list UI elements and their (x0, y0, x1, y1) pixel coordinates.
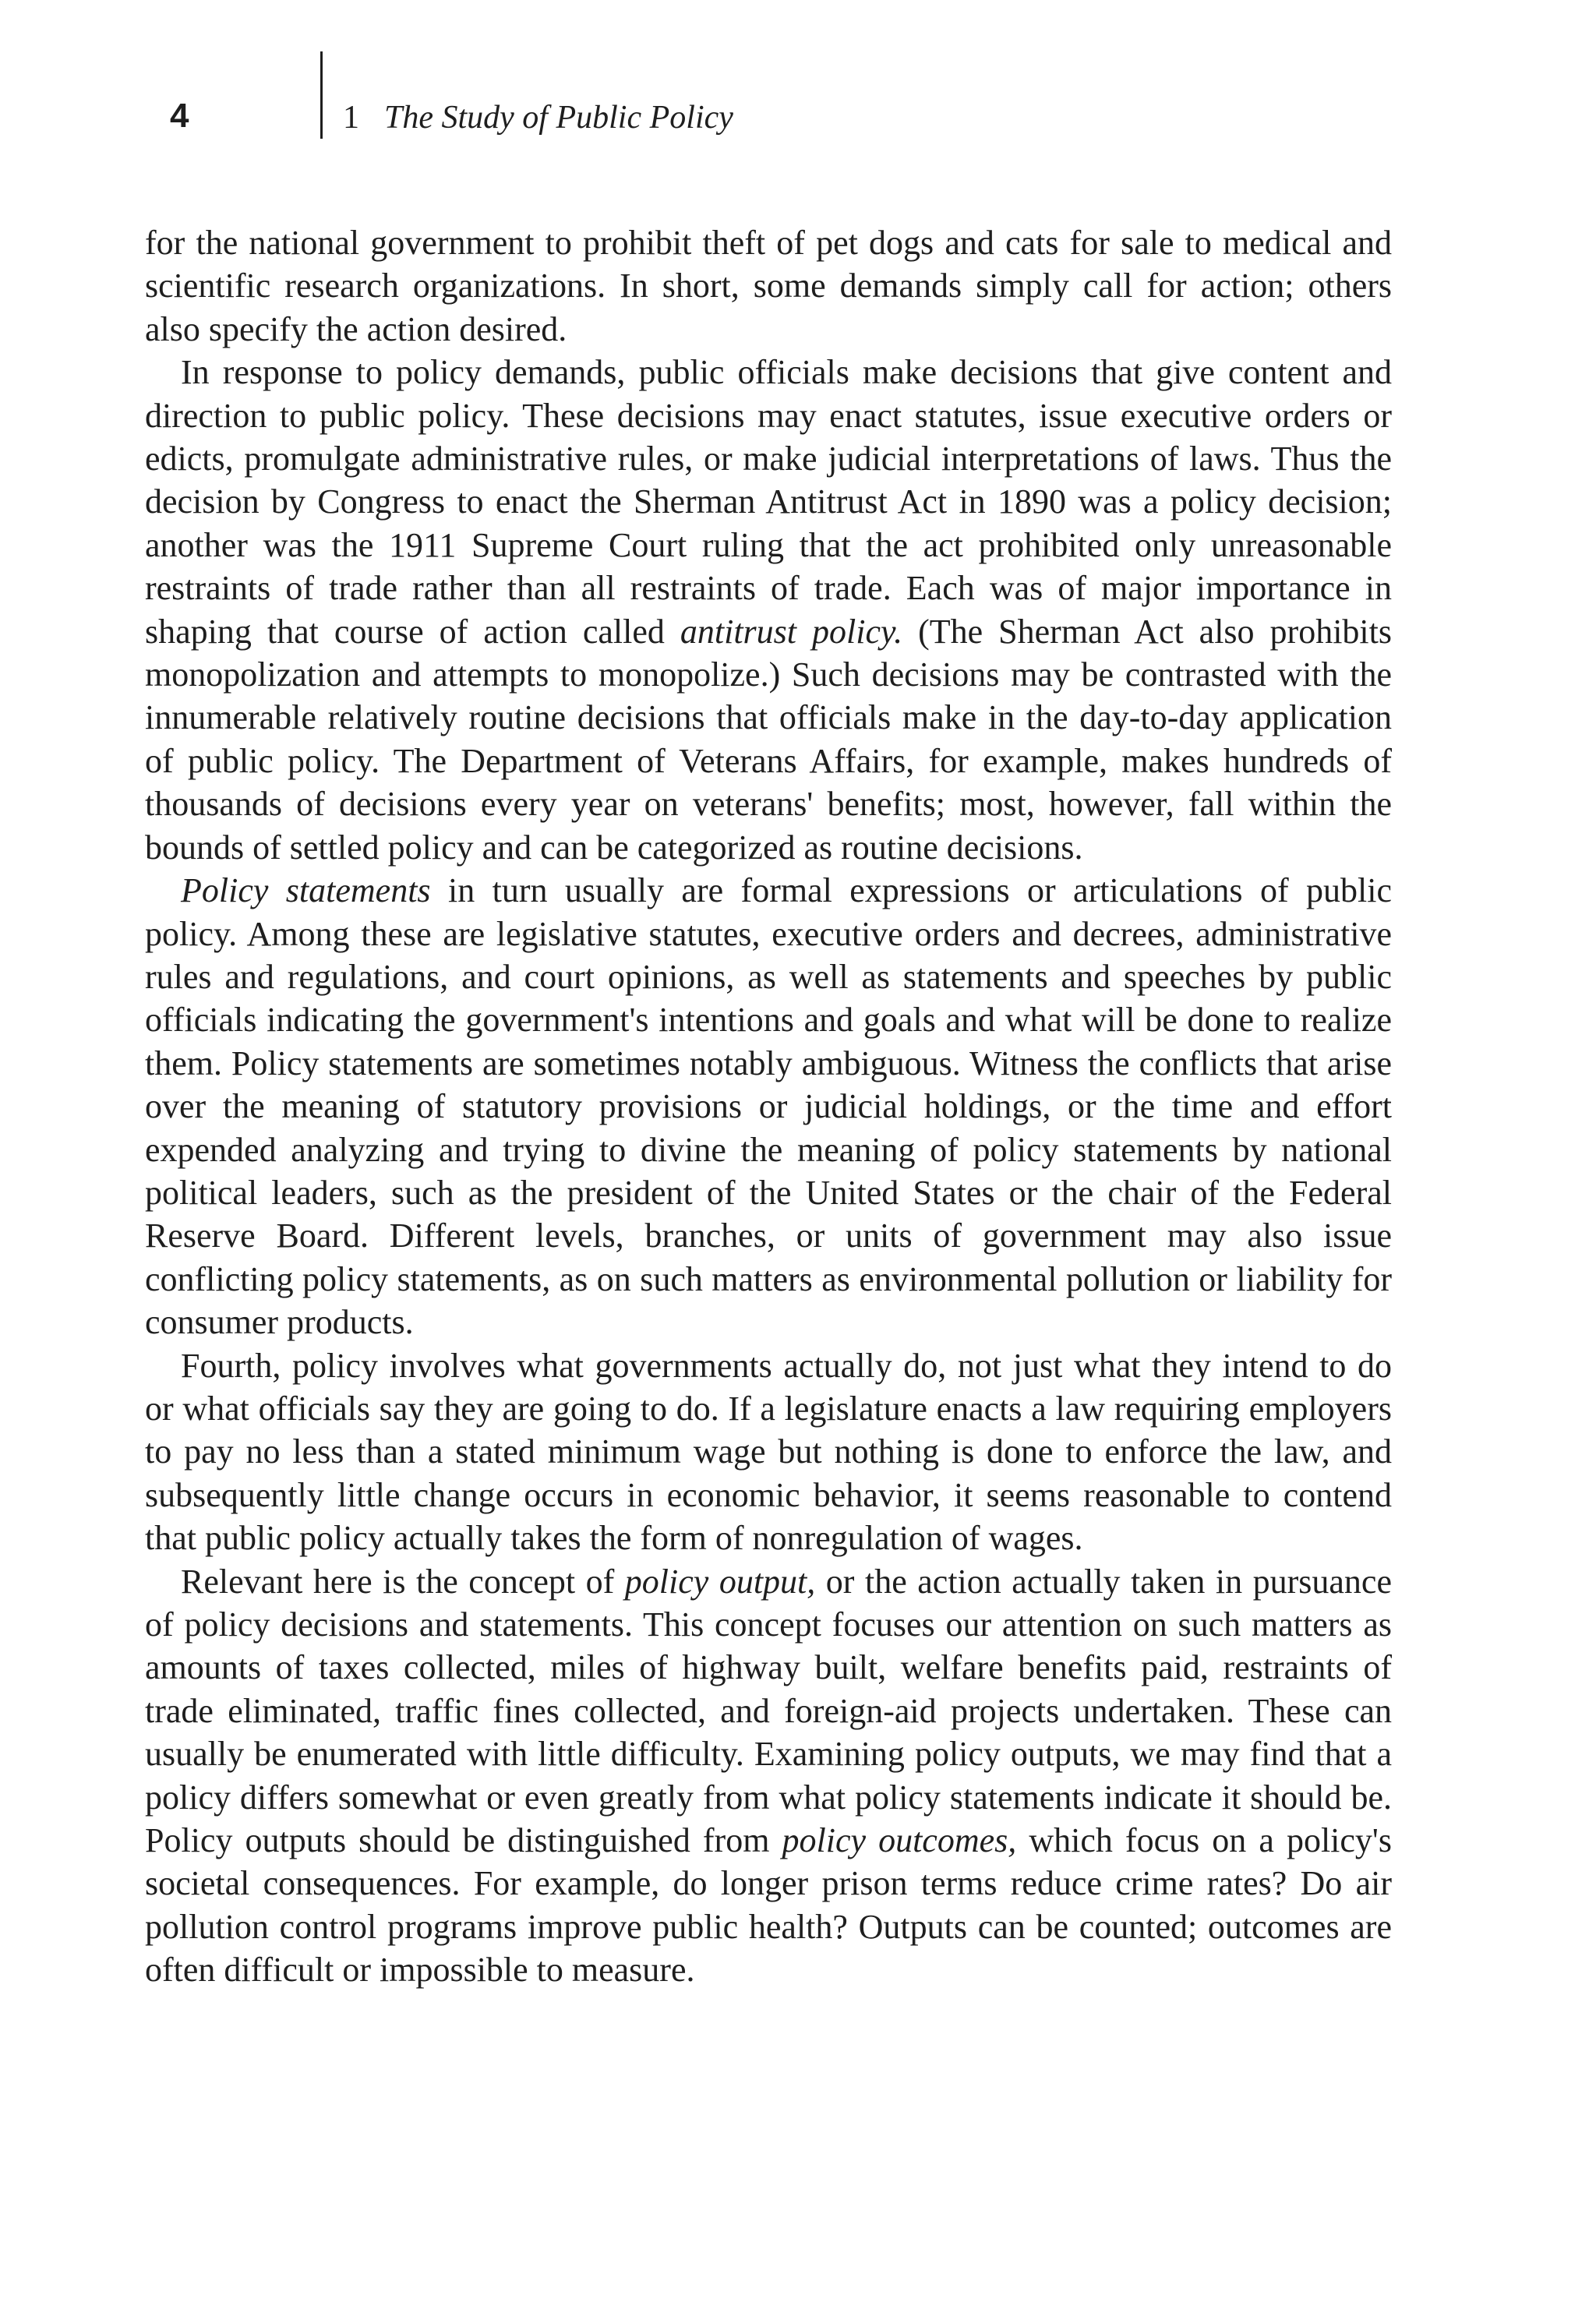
term-antitrust-policy: antitrust policy. (680, 612, 903, 651)
chapter-number: 1 (343, 100, 359, 136)
paragraph-text: or the action actually taken in pursuance of policy decisions and statements. This concept focuses our attention on such matters as amounts of taxes collected, miles of highway built, welfare benefits paid, restraints of trade eliminated, traffic fines collected, and foreign-aid projects undertaken. These can usually be enumerated with little difficulty. Examining policy outputs, we may find that a policy differs somewhat or even greatly from what policy statements indicate it should be. Policy outputs should be distinguished from (145, 1562, 1392, 1860)
running-head (0, 0, 1596, 203)
header-divider (320, 51, 323, 139)
chapter-title: The Study of Public Policy (384, 100, 733, 136)
page-number: 4 (170, 97, 189, 135)
paragraph-policy-output (145, 1560, 1392, 1992)
paragraph-policy-decisions (145, 351, 1392, 869)
term-policy-statements: Policy statements (181, 871, 431, 910)
paragraph-text: in turn usually are formal expressions or articulations of public policy. Among these are legislative statutes, executive orders and decrees, administrative rules and regulations, and court opinions, as well as statements and speeches by public officials indicating the government's intentions and goals and what will be done to realize them. Policy statements are sometimes notably ambiguous. Witness the conflicts that arise over the meaning of statutory provisions or judicial holdings, or the time and effort expended analyzing and trying to divine the meaning of policy statements by national political leaders, such as the president of the United States or the chair of the Federal Reserve Board. Different levels, branches, or units of government may also issue conflicting policy statements, as on such matters as environmental pollution or liability for consumer products. (145, 871, 1392, 1342)
paragraph-continued: for the national government to prohibit theft of pet dogs and cats for sale to medical and scientific research organizations. In short, some demands simply call for action; others also specify the action desired. (145, 224, 1392, 348)
term-policy-outcomes: policy outcomes, (782, 1821, 1017, 1860)
paragraph-text: Relevant here is the concept of (181, 1562, 625, 1601)
term-policy-output: policy output, (624, 1562, 816, 1601)
paragraph-policy-statements (145, 869, 1392, 1344)
paragraph-text: (The Sherman Act also prohibits monopolization and attempts to monopolize.) Such decisions may be contrasted with the innumerable relatively routine decisions that officials make in the day-to-day application of public policy. The Department of Veterans Affairs, for example, makes hundreds of thousands of decisions every year on veterans' benefits; most, however, fall within the bounds of settled policy and can be categorized as routine decisions. (145, 612, 1392, 867)
paragraph-fourth: Fourth, policy involves what governments actually do, not just what they intend to do or what officials say they are going to do. If a legislature enacts a law requiring employers to pay no less than a stated minimum wage but nothing is done to enforce the law, and subsequently little change occurs in economic behavior, it seems reasonable to contend that public policy actually takes the form of nonregulation of wages. (145, 1346, 1392, 1558)
paragraph-text: In response to policy demands, public officials make decisions that give content and direction to public policy. These decisions may enact statutes, issue executive orders or edicts, promulgate administrative rules, or make judicial interpretations of laws. Thus the decision by Congress to enact the Sherman Antitrust Act in 1890 was a policy decision; another was the 1911 Supreme Court ruling that the act prohibited only unreasonable restraints of trade rather than all restraints of trade. Each was of major importance in shaping that course of action called (145, 353, 1392, 651)
paragraph-text: which focus on a policy's societal consequences. For example, do longer prison terms reduce crime rates? Do air pollution control programs improve public health? Outputs can be counted; outcomes are often difficult or impossible to measure. (145, 1821, 1392, 1990)
body-text (145, 221, 1392, 1992)
